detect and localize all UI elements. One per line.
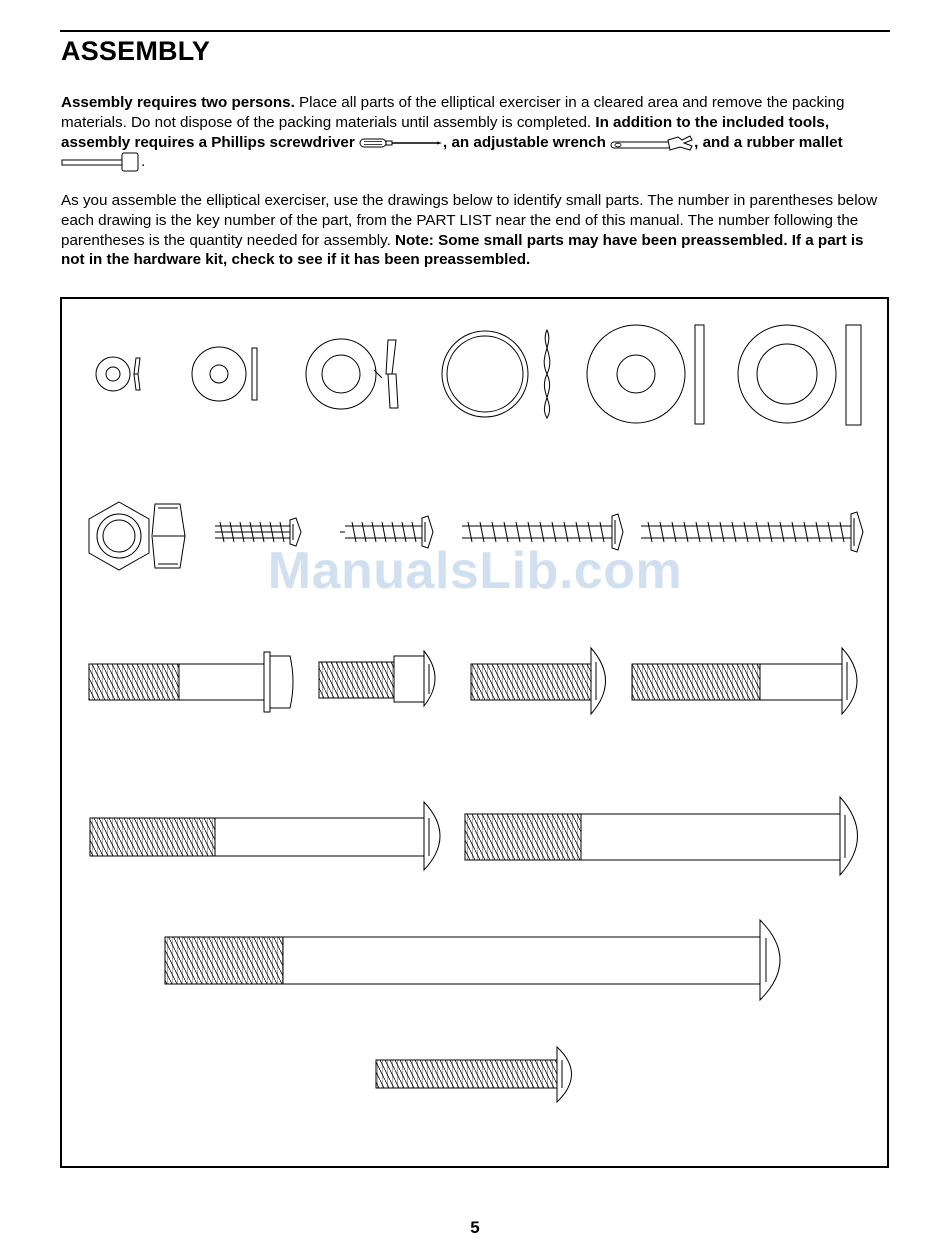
button-head-bolt-icon <box>471 648 606 714</box>
longest-bolt-icon <box>165 920 780 1000</box>
small-split-washer-icon <box>96 357 140 391</box>
intro-bold-5: , and a rubber mallet <box>694 133 843 151</box>
page-number: 5 <box>470 1218 480 1237</box>
large-split-washer-icon <box>306 339 398 409</box>
flange-bolt-icon <box>89 652 293 712</box>
intro-text-6: . <box>141 153 146 171</box>
small-flat-washer-icon <box>192 347 257 401</box>
extra-large-flat-washer-icon <box>738 325 861 425</box>
snap-ring-icon <box>442 330 550 418</box>
intro-bold-4: , an adjustable wrench <box>443 133 606 151</box>
intro-bold-3: In addition to the included tools, assembly requires a Phillips screwdriver <box>61 113 830 151</box>
intro-bold-1: Assembly requires two persons. <box>61 94 295 111</box>
intro-text-2: Place all parts of the elliptical exerciser in a cleared area and remove the packing materials. Do not dispose of the packing materials until assembly is completed. <box>61 94 845 131</box>
instructions-text: As you assemble the elliptical exerciser, use the drawings below to identify small parts. The number in parentheses below each drawing is the key number of the part, from the PART LIST near the end of this manual. The number following the parentheses is the quantity needed for assembly. <box>61 192 878 249</box>
extra-long-bolt-icon <box>465 797 858 875</box>
instructions-note: Note: Some small parts may have been preassembled. If a part is not in the hardware kit, check to see if it has been preassembled. <box>61 231 864 269</box>
partially-threaded-bolt-icon <box>632 648 857 714</box>
page-title: ASSEMBLY <box>61 36 211 66</box>
shoulder-bolt-icon <box>319 651 435 706</box>
long-bolt-icon <box>90 802 440 870</box>
large-flat-washer-icon <box>587 325 704 424</box>
threaded-bolt-icon <box>376 1047 572 1102</box>
watermark: ManualsLib.com <box>267 542 683 600</box>
